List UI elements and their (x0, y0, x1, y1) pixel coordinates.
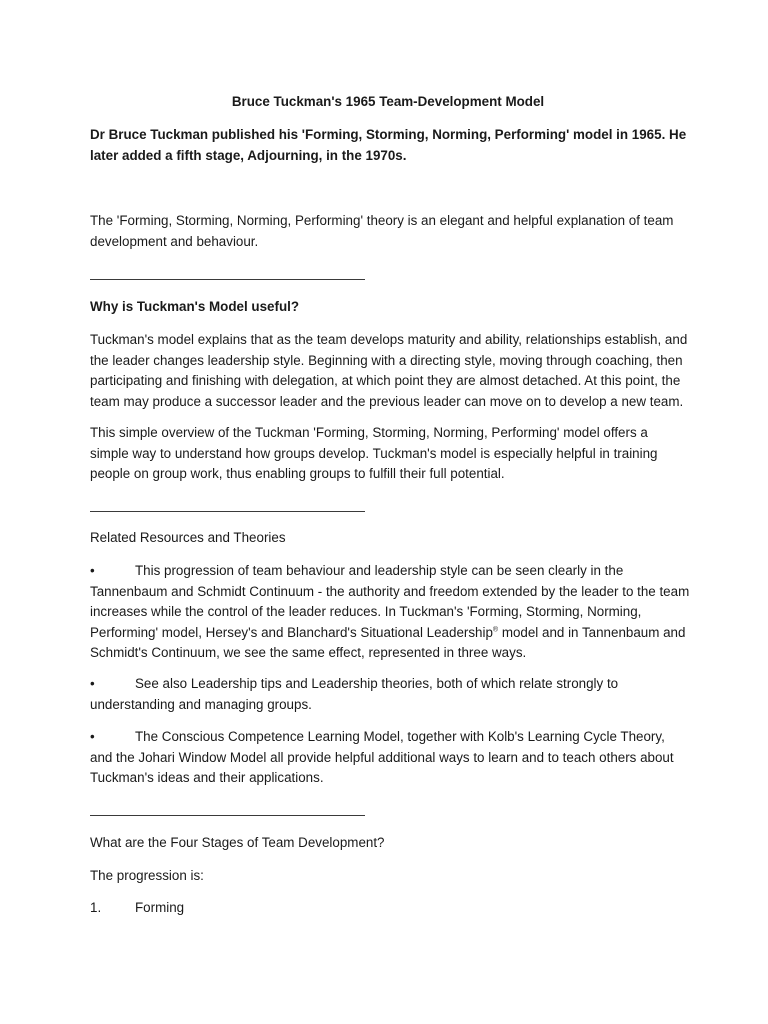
intro-bold-paragraph: Dr Bruce Tuckman published his 'Forming, Storming, Norming, Performing' model in 1965. He later added a fifth stage, Adjourning, in the 1970s. (90, 127, 687, 163)
bullet-marker: • (90, 729, 95, 744)
bullet-2-text: See also Leadership tips and Leadership theories, both of which relate strongly to understanding and managing groups. (90, 676, 619, 712)
document-title: Bruce Tuckman's 1965 Team-Development Model (231, 94, 545, 109)
related-bullet-2 (90, 674, 690, 715)
list-number: 1. (90, 900, 102, 915)
bullet-marker: • (90, 676, 95, 691)
registered-mark: ® (492, 626, 499, 634)
related-bullet-3 (90, 727, 690, 789)
divider-line (90, 279, 365, 280)
useful-paragraph-2: This simple overview of the Tuckman 'Forming, Storming, Norming, Performing' model offers a simple way to understand how groups develop. Tuckman's model is especially helpful in training people on group work, thus enabling groups to fulfill their full potential. (90, 425, 658, 481)
related-paragraph-text: The Conscious Competence Learning Model, together with Kolb's Learning Cycle Theory, and the Johari Window Model all provide helpful additional ways to learn and to teach others about Tuckman's ideas and their applications. (90, 729, 674, 785)
stage-item-1 (90, 898, 690, 919)
useful-paragraph-1: Tuckman's model explains that as the team develops maturity and ability, relationships establish, and the leader changes leadership style. Beginning with a directing style, moving through coaching, then participating and finishing with delegation, at which point they are almost detached. At this point, the team may produce a successor leader and the previous leader can move on to develop a new team. (90, 332, 688, 409)
useful-heading: Why is Tuckman's Model useful? (90, 299, 300, 314)
bullet-1-text-cont: model and in Tannenbaum and Schmidt's Continuum, we see the same effect, represented in three ways. (90, 624, 686, 660)
stages-heading: What are the Four Stages of Team Development? (90, 835, 385, 850)
related-heading: Related Resources and Theories (90, 530, 286, 545)
bullet-1-text: This progression of team behaviour and leadership style can be seen clearly in the Tannenbaum and Schmidt Continuum - the authority and freedom extended by the leader to the team increases while the control of the leader reduces. In Tuckman's 'Forming, Storming, Norming, Performing' model, Hersey's and Blanchard's Situational Leadership (90, 563, 690, 640)
progression-text: The progression is: (90, 868, 204, 883)
bullet-marker: • (90, 563, 95, 578)
intro-paragraph: The 'Forming, Storming, Norming, Performing' theory is an elegant and helpful explanation of team development and behaviour. (90, 213, 674, 249)
document-page (90, 0, 690, 1024)
divider-line (90, 511, 365, 512)
divider-line (90, 815, 365, 816)
related-bullet-1 (90, 561, 690, 664)
stage-label: Forming (135, 900, 185, 915)
